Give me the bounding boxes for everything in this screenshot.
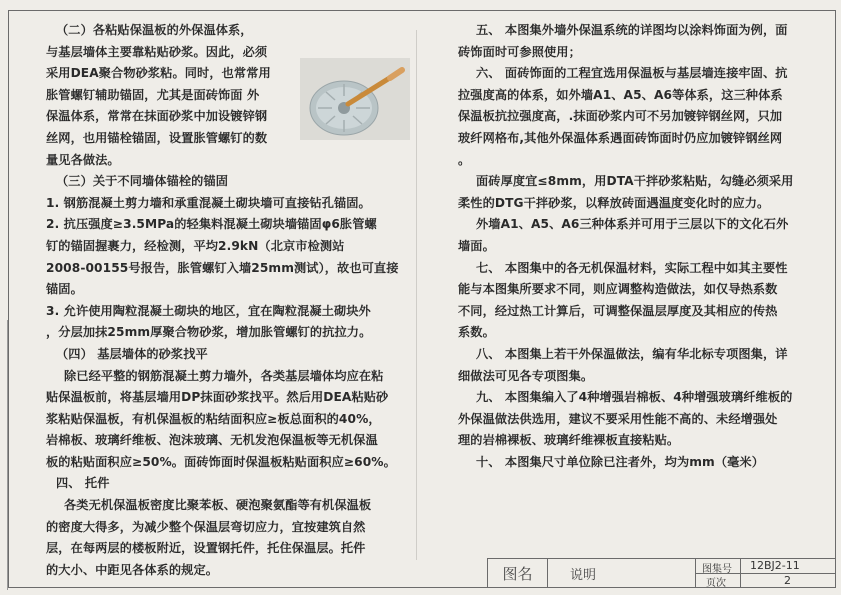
text-line: 玻纤网格布,其他外保温体系遇面砖饰面时仍应加镀锌钢丝网: [458, 130, 783, 145]
text-line: 墙面。: [458, 238, 495, 253]
text-line: 面砖厚度宜≤8mm，用DTA干拌砂浆粘贴，勾缝必须采用: [476, 174, 794, 189]
text-line: 七、 本图集中的各无机保温材料，实际工程中如其主要性: [476, 260, 788, 275]
text-line: 细做法可见各专项图集。: [458, 368, 594, 383]
text-line: 保温体系，常常在抹面砂浆中加设镀锌钢: [46, 109, 268, 124]
text-line: 保温板抗拉强度高，.抹面砂浆内可不另加镀锌钢丝网，只加: [458, 109, 783, 124]
text-line: 浆粘贴保温板，有机保温板的粘结面积应≥板总面积的40%，: [46, 411, 381, 426]
text-line: 。: [458, 152, 471, 167]
left-text-column: [46, 20, 411, 581]
text-line: 能与本图集所要求不同，则应调整构造做法，如仅导热系数: [458, 282, 778, 297]
text-line: 拉强度高的体系，如外墙A1、A5、A6等体系，这三种体系: [458, 87, 783, 102]
text-line: 各类无机保温板密度比聚苯板、硬泡聚氨酯等有机保温板: [64, 498, 372, 513]
text-line: 除已经平整的钢筋混凝土剪力墙外，各类基层墙体均应在粘: [64, 368, 384, 383]
text-line: 钉的锚固握裹力，经检测，平均2.9kN（北京市检测站: [46, 238, 345, 253]
figure-name-label: 图名: [487, 559, 547, 588]
text-line: 系数。: [458, 325, 495, 340]
text-line: 3. 允许使用陶粒混凝土砌块的地区，宜在陶粒混凝土砌块外: [46, 303, 371, 318]
atlas-no-label: 图集号: [702, 564, 732, 575]
text-line: 外保温做法供选用，建议不要采用性能不高的、未经增强处: [458, 411, 778, 426]
text-line: 岩棉板、玻璃纤维板、泡沫玻璃、无机发泡保温板等无机保温: [46, 433, 378, 448]
atlas-info-cell: [695, 559, 836, 588]
atlas-info-vdivider: [740, 559, 741, 588]
text-line: 的大小、中距见各体系的规定。: [46, 562, 219, 577]
atlas-no: 12BJ2-11: [750, 559, 800, 572]
text-line: ，分层加抹25mm厚聚合物砂浆，增加胀管螺钉的抗拉力。: [46, 325, 372, 340]
text-line: 量见各做法。: [46, 152, 120, 167]
text-line: 2. 抗压强度≥3.5MPa的轻集料混凝土砌块墙锚固φ6胀管螺: [46, 217, 377, 232]
binding-margin: [0, 320, 8, 590]
text-line: 九、 本图集编入了4种增强岩棉板、4种增强玻璃纤维板的: [476, 390, 793, 405]
text-line: （二）各粘贴保温板的外保温体系，: [56, 23, 253, 37]
text-line: 采用DEA聚合物砂浆粘。同时，也常常用: [46, 66, 271, 81]
text-line: 八、 本图集上若干外保温做法，编有华北标专项图集，详: [476, 346, 788, 361]
text-line: 胀管螺钉辅助锚固，尤其是面砖饰面 外: [46, 87, 260, 102]
title-block: [487, 558, 836, 589]
section-heading: （三）关于不同墙体锚栓的锚固: [56, 174, 229, 189]
text-line: 与基层墙体主要靠粘贴砂浆。因此，必须: [46, 44, 268, 59]
text-line: 锚固。: [46, 282, 83, 297]
text-line: 六、 面砖饰面的工程宜选用保温板与基层墙连接牢固、抗: [476, 66, 788, 81]
section-heading: 四、 托件: [56, 476, 110, 491]
page-number: 2: [784, 574, 791, 587]
text-line: 丝网，也用锚栓锚固，设置胀管螺钉的数: [46, 130, 268, 145]
text-line: 层，在每两层的楼板附近，设置钢托件，托住保温层。托件: [46, 541, 366, 556]
column-divider: [416, 30, 417, 560]
text-line: 柔性的DTG干拌砂浆，以释放砖面遇温度变化时的应力。: [458, 195, 770, 210]
text-line: 五、 本图集外墙外保温系统的详图均以涂料饰面为例，面: [476, 23, 788, 37]
text-line: 外墙A1、A5、A6三种体系并可用于三层以下的文化石外: [476, 217, 789, 232]
figure-name: 说明: [547, 559, 695, 588]
page-label: 页次: [706, 578, 726, 589]
text-line: 砖饰面时可参照使用；: [458, 44, 581, 59]
right-text-column: [458, 20, 798, 473]
text-line: 贴保温板前，将基层墙用DP抹面砂浆找平。然后用DEA粘贴砂: [46, 390, 389, 405]
text-line: 十、 本图集尺寸单位除已注者外，均为mm（毫米）: [476, 454, 764, 469]
text-line: 1. 钢筋混凝土剪力墙和承重混凝土砌块墙可直接钻孔锚固。: [46, 195, 371, 210]
text-line: 2008-00155号报告，胀管螺钉入墙25mm测试），故也可直接: [46, 260, 399, 275]
text-line: 理的岩棉裸板、玻璃纤维裸板直接粘贴。: [458, 433, 680, 448]
section-heading: （四） 基层墙体的砂浆找平: [56, 346, 208, 361]
text-line: 不同，经过热工计算后，可调整保温层厚度及其相应的传热: [458, 303, 778, 318]
text-line: 的密度大得多，为减少整个保温层弯切应力，宜按建筑自然: [46, 519, 366, 534]
text-line: 板的粘贴面积应≥50%。面砖饰面时保温板粘贴面积应≥60%。: [46, 454, 396, 469]
